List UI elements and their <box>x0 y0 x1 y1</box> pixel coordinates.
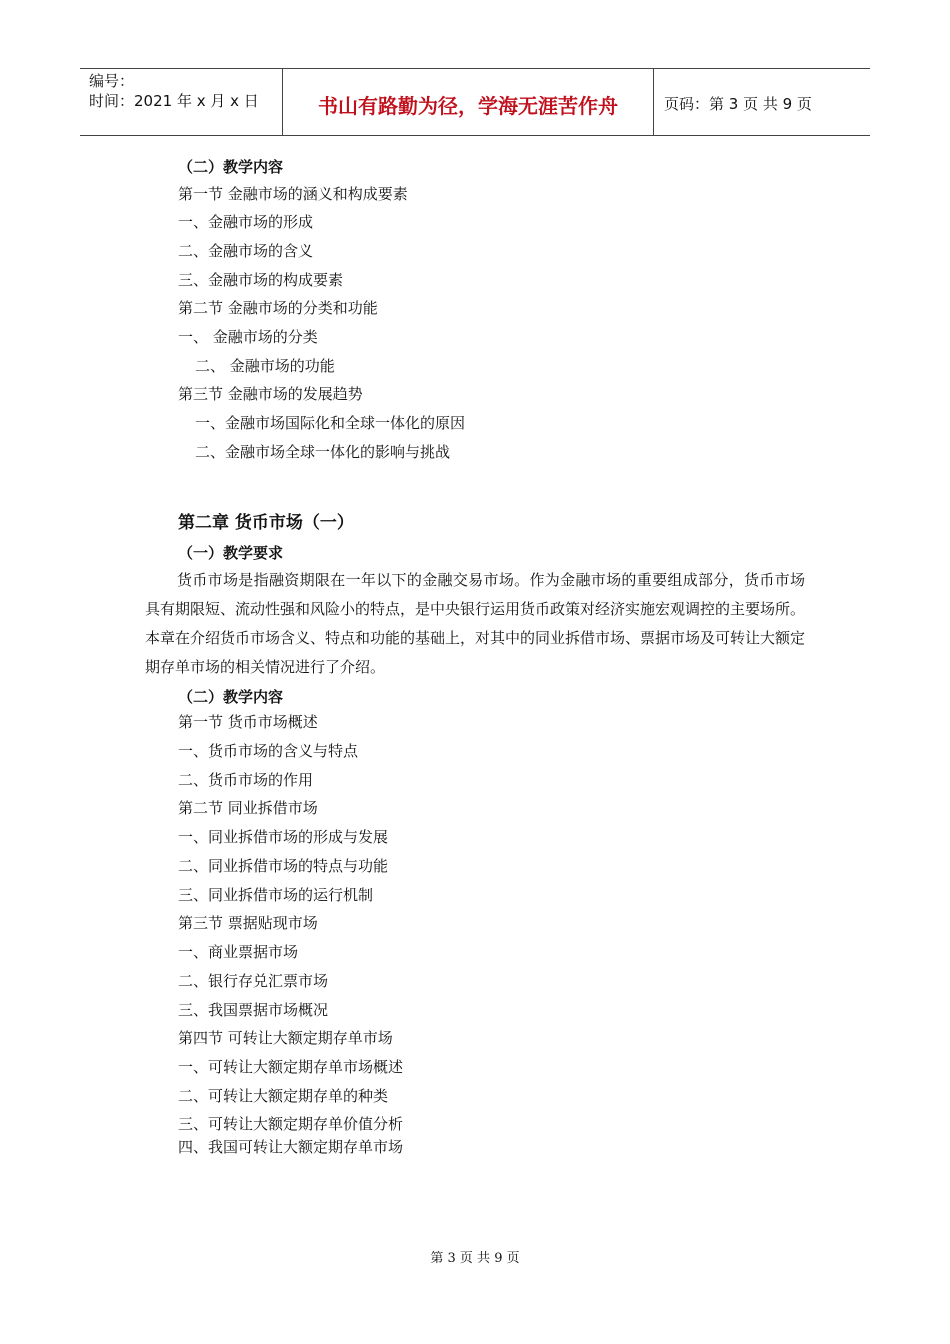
page-footer: 第 3 页 共 9 页 <box>430 1251 520 1266</box>
list-item: 二、 金融市场的功能 <box>195 357 335 375</box>
document-date: 时间：2021 年 x 月 x 日 <box>89 92 259 110</box>
list-item: 一、商业票据市场 <box>178 943 299 961</box>
list-item: 三、我国票据市场概况 <box>178 1001 329 1019</box>
list-item: 二、可转让大额定期存单的种类 <box>178 1087 389 1105</box>
section-title: 第三节 金融市场的发展趋势 <box>178 385 363 403</box>
list-item: 一、金融市场国际化和全球一体化的原因 <box>195 414 466 432</box>
section-title: 第二节 金融市场的分类和功能 <box>178 299 378 317</box>
header-meta <box>80 69 282 135</box>
section-title: 第一节 金融市场的涵义和构成要素 <box>178 185 408 203</box>
list-item: 二、同业拆借市场的特点与功能 <box>178 857 389 875</box>
list-item: 二、货币市场的作用 <box>178 771 314 789</box>
list-item: 一、可转让大额定期存单市场概述 <box>178 1058 404 1076</box>
content-heading: （二）教学内容 <box>178 688 284 706</box>
section-title: 第四节 可转让大额定期存单市场 <box>178 1029 393 1047</box>
page-header <box>80 68 870 136</box>
section-heading: （二）教学内容 <box>178 158 284 176</box>
document-number-label: 编号： <box>89 72 135 90</box>
chapter-title: 第二章 货币市场（一） <box>178 513 354 533</box>
section-title: 第三节 票据贴现市场 <box>178 914 318 932</box>
list-item: 三、同业拆借市场的运行机制 <box>178 886 374 904</box>
header-motto: 书山有路勤为径，学海无涯苦作舟 <box>282 69 654 135</box>
header-page-info: 页码：第 3 页 共 9 页 <box>664 94 812 113</box>
list-item: 一、 金融市场的分类 <box>178 328 318 346</box>
requirements-paragraph: 货币市场是指融资期限在一年以下的金融交易市场。作为金融市场的重要组成部分，货币市场具有期限短、流动性强和风险小的特点，是中央银行运用货币政策对经济实施宏观调控的主要场所。本章在介绍货币市场含义、特点和功能的基础上，对其中的同业拆借市场、票据市场及可转让大额定期存单市场的相关情况进行了介绍。 <box>145 571 806 676</box>
list-item: 一、金融市场的形成 <box>178 213 314 231</box>
list-item: 三、可转让大额定期存单价值分析 <box>178 1115 404 1133</box>
section-title: 第二节 同业拆借市场 <box>178 799 318 817</box>
list-item: 二、银行存兑汇票市场 <box>178 972 329 990</box>
list-item: 四、我国可转让大额定期存单市场 <box>178 1138 404 1156</box>
list-item: 二、金融市场全球一体化的影响与挑战 <box>195 443 451 461</box>
list-item: 二、金融市场的含义 <box>178 242 314 260</box>
list-item: 一、货币市场的含义与特点 <box>178 742 359 760</box>
list-item: 三、金融市场的构成要素 <box>178 271 344 289</box>
requirements-heading: （一）教学要求 <box>178 544 284 562</box>
section-title: 第一节 货币市场概述 <box>178 713 318 731</box>
list-item: 一、同业拆借市场的形成与发展 <box>178 828 389 846</box>
